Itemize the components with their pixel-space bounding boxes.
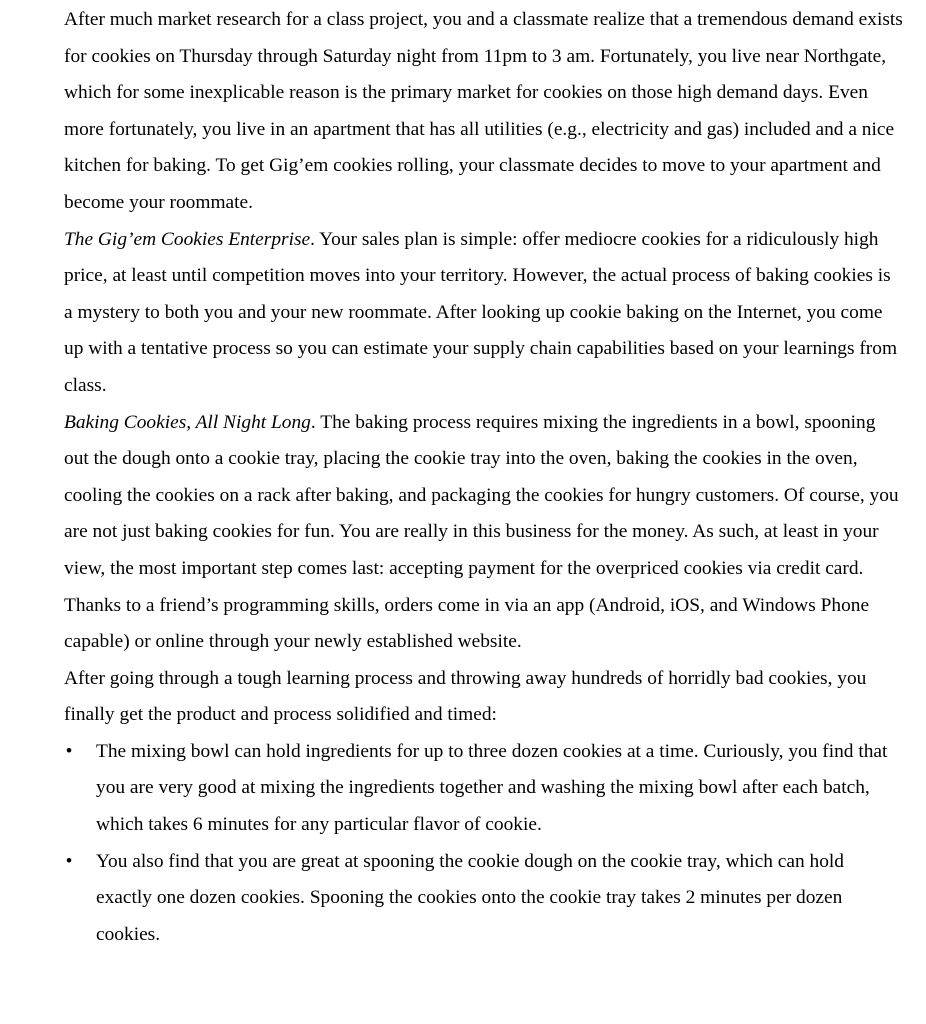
paragraph-intro: After much market research for a class project, you and a classmate realize that a tremendous demand exists for cookies on Thursday through Saturday night from 11pm to 3 am. Fortunately, you live near Northgate, which for some inexplicable reason is the primary market for cookies on those high demand days. Even more fortunately, you live in an apartment that has all utilities (e.g., electricity and gas) included and a nice kitchen for baking. To get Gig’em cookies rolling, your classmate decides to move to your apartment and become your roommate. xyxy=(64,9,903,213)
paragraph-baking-heading: Baking Cookies, All Night Long xyxy=(64,411,311,433)
paragraph-enterprise xyxy=(64,222,904,405)
document-body xyxy=(64,2,904,953)
paragraph-baking-text: . The baking process requires mixing the ingredients in a bowl, spooning out the dough onto a cookie tray, placing the cookie tray into the oven, baking the cookies in the oven, cooling the cookies on a rack after baking, and packaging the cookies for hungry customers. Of course, you are not just baking cookies for fun. You are really in this business for the money. As such, at least in your view, the most important step comes last: accepting payment for the overpriced cookies via credit card. Thanks to a friend’s programming skills, orders come in via an app (Android, iOS, and Windows Phone capable) or online through your newly established website. xyxy=(64,411,899,653)
list-item xyxy=(64,844,904,954)
process-bullet-list xyxy=(64,734,904,954)
paragraph-enterprise-heading: The Gig’em Cookies Enterprise xyxy=(64,228,311,250)
bullet-icon: • xyxy=(65,740,73,762)
paragraph-learning: After going through a tough learning process and throwing away hundreds of horridly bad cookies, you finally get the product and process solidified and timed: xyxy=(64,667,867,726)
paragraph-enterprise-text: . Your sales plan is simple: offer mediocre cookies for a ridiculously high price, at least until competition moves into your territory. However, the actual process of baking cookies is a mystery to both you and your new roommate. After looking up cookie baking on the Internet, you come up with a tentative process so you can estimate your supply chain capabilities based on your learnings from class. xyxy=(64,228,898,396)
bullet-icon: • xyxy=(65,850,73,872)
list-item-text: You also find that you are great at spooning the cookie dough on the cookie tray, which can hold exactly one dozen cookies. Spooning the cookies onto the cookie tray takes 2 minutes per dozen cookies. xyxy=(96,850,844,945)
paragraph-baking xyxy=(64,405,904,661)
list-item-text: The mixing bowl can hold ingredients for up to three dozen cookies at a time. Curiously, you find that you are very good at mixing the ingredients together and washing the mixing bowl after each batch, which takes 6 minutes for any particular flavor of cookie. xyxy=(96,740,888,836)
list-item xyxy=(64,734,904,844)
